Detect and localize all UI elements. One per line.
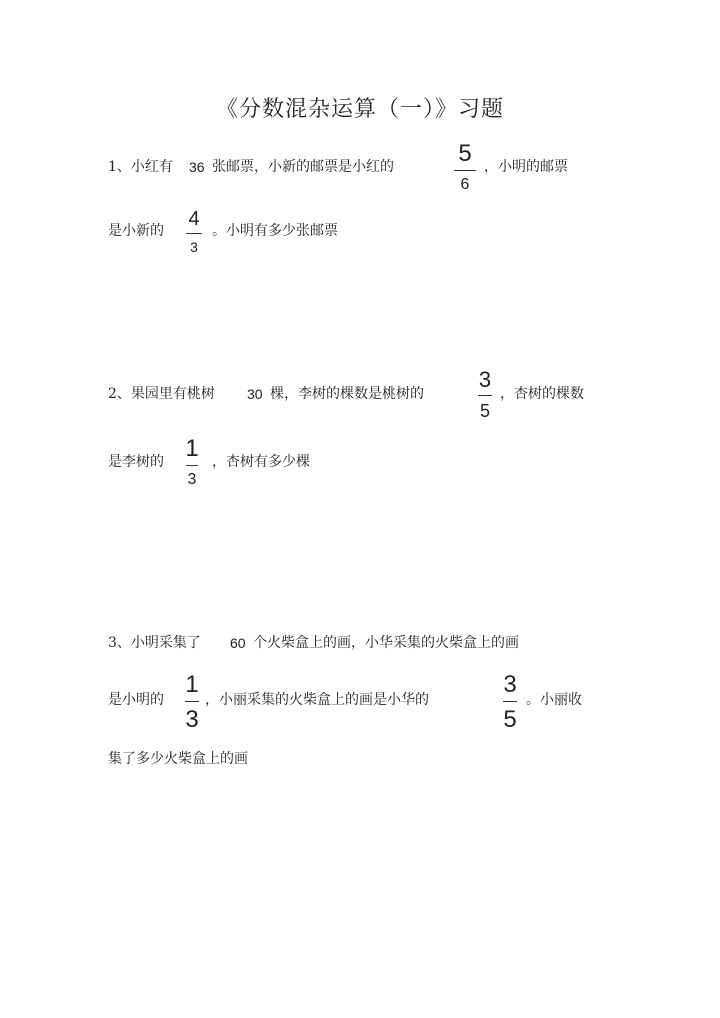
fraction-denominator: 5 xyxy=(503,706,517,733)
problem-2-text-e: ，杏树有多少棵 xyxy=(212,454,310,470)
problem-3-text-d: 是小明的 xyxy=(108,692,164,708)
problem-3-text-b: 个火柴盒上的画，小华采集的火柴盒上的画 xyxy=(253,635,519,651)
problem-3-text-f: 。小丽收 xyxy=(526,692,582,708)
problem-1-text-c: ，小明的邮票 xyxy=(484,159,568,175)
fraction-bar xyxy=(454,170,476,171)
fraction-denominator: 6 xyxy=(460,176,470,193)
problem-2-number: 30 xyxy=(247,386,263,402)
problem-2-text-c: ，杏树的棵数 xyxy=(500,386,584,402)
fraction-bar xyxy=(185,701,199,702)
problem-2-text-d: 是李树的 xyxy=(108,454,164,470)
problem-3-text-g: 集了多少火柴盒上的画 xyxy=(108,751,248,767)
fraction-numerator: 5 xyxy=(458,140,472,167)
problem-2-fraction-2 xyxy=(180,437,204,488)
problem-1-number: 36 xyxy=(189,159,205,175)
page-title: 《分数混杂运算（一）》习题 xyxy=(215,97,504,122)
problem-1-text-a: 1、小红有 xyxy=(108,159,173,175)
fraction-bar xyxy=(186,465,198,466)
fraction-numerator: 1 xyxy=(185,435,199,462)
fraction-numerator: 3 xyxy=(503,671,517,698)
problem-3-number: 60 xyxy=(230,635,246,651)
problem-1-fraction-2 xyxy=(183,209,205,254)
problem-3-fraction-1 xyxy=(179,673,205,732)
problem-2-fraction-1 xyxy=(473,369,497,420)
problem-2-text-a: 2、果园里有桃树 xyxy=(108,386,215,402)
problem-3-fraction-2 xyxy=(497,673,523,732)
fraction-numerator: 1 xyxy=(185,671,199,698)
fraction-bar xyxy=(186,233,202,234)
fraction-denominator: 3 xyxy=(190,239,198,255)
fraction-bar xyxy=(503,701,517,702)
problem-1-text-b: 张邮票，小新的邮票是小红的 xyxy=(212,159,394,175)
fraction-denominator: 3 xyxy=(185,706,199,733)
problem-1-text-d: 是小新的 xyxy=(108,223,164,239)
problem-3-text-e: ，小丽采集的火柴盒上的画是小华的 xyxy=(205,692,429,708)
fraction-numerator: 4 xyxy=(188,208,200,230)
fraction-denominator: 5 xyxy=(479,401,490,421)
problem-1-fraction-1 xyxy=(452,142,478,193)
fraction-numerator: 3 xyxy=(478,367,492,392)
problem-3-text-a: 3、小明采集了 xyxy=(108,635,201,651)
problem-2-text-b: 棵，李树的棵数是桃树的 xyxy=(270,386,424,402)
fraction-denominator: 3 xyxy=(187,471,197,488)
problem-1-text-e: 。小明有多少张邮票 xyxy=(212,223,338,239)
fraction-bar xyxy=(478,395,492,396)
